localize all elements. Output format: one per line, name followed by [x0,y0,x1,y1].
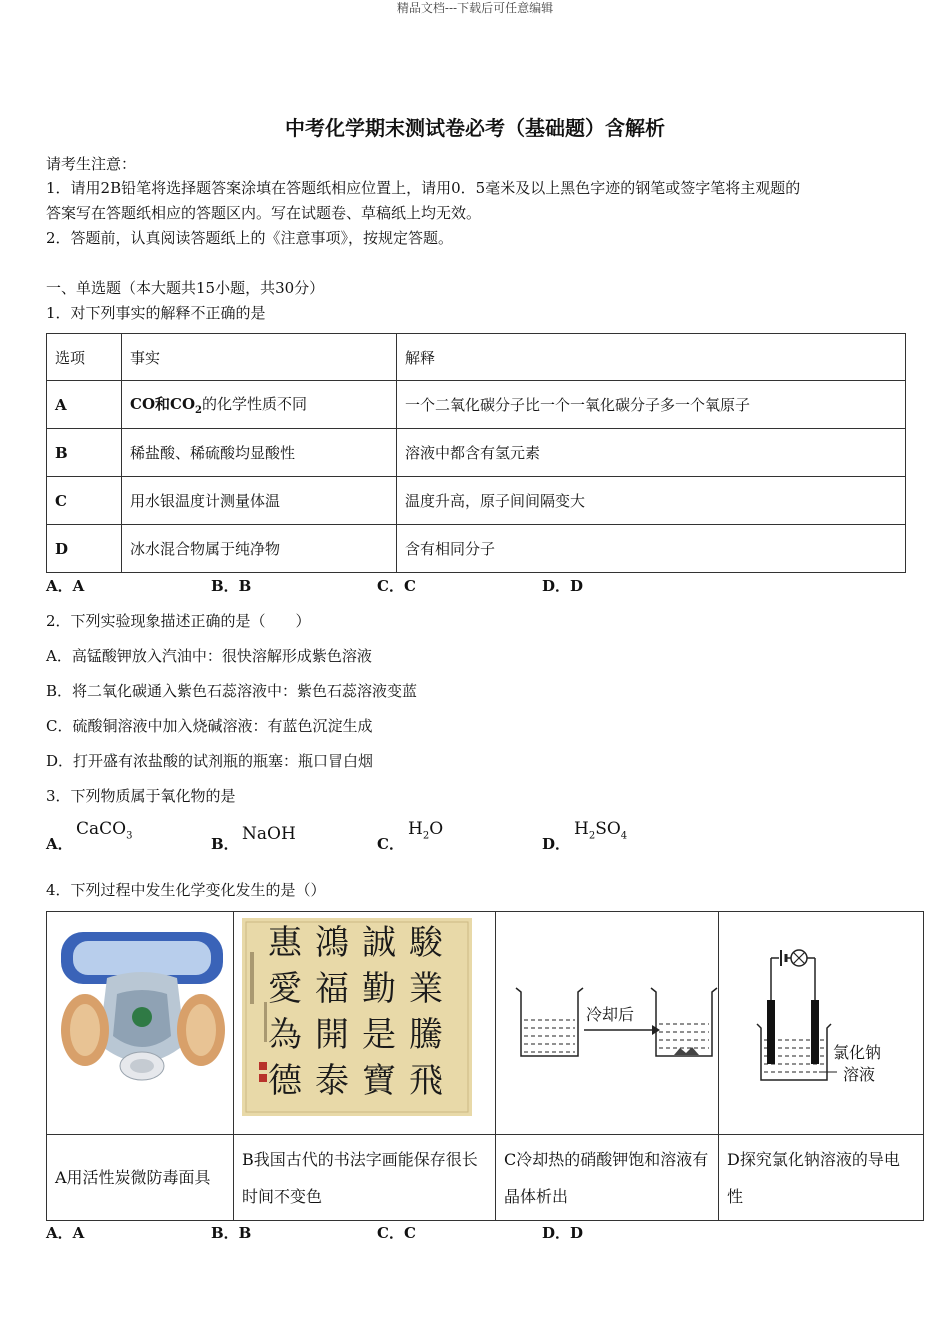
q4-stem: 4．下列过程中发生化学变化发生的是（） [46,881,326,899]
row-option: A [47,381,122,429]
q2-stem: 2．下列实验现象描述正确的是（ ） [46,612,311,630]
caption-a: A用活性炭微防毒面具 [47,1135,234,1221]
q3-option-b-letter[interactable]: B． [211,835,239,853]
calligraphy-character: 是 [362,1015,396,1055]
row-fact: 用水银温度计测量体温 [122,477,397,525]
calligraphy-character: 德 [268,1061,302,1101]
q4-answer-c[interactable]: C．C [377,1224,416,1242]
q4-answer-a[interactable]: A．A [46,1224,85,1242]
table-row [47,525,906,573]
q3-option-a-letter[interactable]: A． [46,835,73,853]
row-explanation: 溶液中都含有氢元素 [397,429,906,477]
calligraphy-character: 愛 [268,969,302,1009]
q3-option-b-formula: NaOH [242,824,296,844]
calligraphy-character: 業 [409,969,443,1009]
row-option: D [47,525,122,573]
header-explanation: 解释 [397,334,906,381]
row-explanation: 含有相同分子 [397,525,906,573]
row-fact: 冰水混合物属于纯净物 [122,525,397,573]
row-fact: CO和$CO_2$的化学性质不同 [122,381,397,429]
q1-answer-a[interactable]: A．A [46,577,85,595]
caption-d: D探究氯化钠溶液的导电性 [719,1135,924,1221]
beaker-arrow-label: 冷却后 [586,1005,635,1024]
q2-option-d[interactable]: D．打开盛有浓盐酸的试剂瓶的瓶塞：瓶口冒白烟 [46,752,374,770]
calligraphy-image [234,912,495,1130]
row-fact: 稀盐酸、稀硫酸均显酸性 [122,429,397,477]
row-explanation: 一个二氧化碳分子比一个一氧化碳分子多一个氧原子 [397,381,906,429]
table-row [47,381,906,429]
table-row [47,477,906,525]
q1-answer-b[interactable]: B．B [211,577,252,595]
q2-option-a[interactable]: A．高锰酸钾放入汽油中：很快溶解形成紫色溶液 [46,647,372,665]
calligraphy-character: 福 [315,969,349,1009]
beaker-image-cell [496,912,719,1135]
mask-image-cell [47,912,234,1135]
calligraphy-character: 駿 [409,923,443,963]
page-header: 精品文档---下载后可任意编辑 [396,1,554,15]
calligraphy-character: 誠 [362,923,396,963]
caption-row [47,1135,924,1221]
q2-option-c[interactable]: C．硫酸铜溶液中加入烧碱溶液：有蓝色沉淀生成 [46,717,373,735]
q1-answer-d[interactable]: D．D [542,577,584,595]
row-option: C [47,477,122,525]
q3-option-a-formula: CaCO$_3$ [76,819,133,842]
caption-b: B我国古代的书法字画能保存很长时间不变色 [234,1135,496,1221]
caption-c: C冷却热的硝酸钾饱和溶液有晶体析出 [496,1135,719,1221]
notice-line-1a: 1．请用2B铅笔将选择题答案涂填在答题纸相应位置上，请用0．5毫米及以上黑色字迹的钢笔或签字笔将主观题的 [46,179,801,197]
q4-table [46,911,924,1221]
q3-stem: 3．下列物质属于氧化物的是 [46,787,236,805]
q4-answer-b[interactable]: B．B [211,1224,252,1242]
row-explanation: 温度升高，原子间间隔变大 [397,477,906,525]
q1-answer-c[interactable]: C．C [377,577,416,595]
row-option: B [47,429,122,477]
calligraphy-character: 惠 [268,923,302,963]
q3-option-d-letter[interactable]: D． [542,835,571,853]
section-heading: 一、单选题（本大题共15小题，共30分） [46,279,325,297]
solution-label-2: 溶液 [843,1065,876,1084]
q2-option-b[interactable]: B．将二氧化碳通入紫色石蕊溶液中：紫色石蕊溶液变蓝 [46,682,418,700]
q1-stem: 1．对下列事实的解释不正确的是 [46,304,266,322]
q4-answer-d[interactable]: D．D [542,1224,584,1242]
header-fact: 事实 [122,334,397,381]
q3-option-c-formula: $H_2O$ [408,819,444,842]
solution-label-1: 氯化钠 [833,1043,882,1062]
calligraphy-character: 為 [268,1015,302,1055]
q1-table [46,333,906,573]
beaker-diagram [496,912,718,1130]
calligraphy-character: 泰 [315,1061,349,1101]
calligraphy-character: 開 [315,1015,349,1055]
q3-option-c-letter[interactable]: C． [377,835,404,853]
header-option: 选项 [47,334,122,381]
notice-line-1b: 答案写在答题纸相应的答题区内。写在试题卷、草稿纸上均无效。 [46,204,482,222]
conductivity-image-cell [719,912,924,1135]
table-header-row [47,334,906,381]
table-row [47,429,906,477]
notice-line-2: 2．答题前，认真阅读答题纸上的《注意事项》，按规定答题。 [46,229,454,247]
image-row [47,912,924,1135]
calligraphy-character: 寶 [362,1061,396,1101]
calligraphy-character: 飛 [409,1061,443,1101]
calligraphy-image-cell [234,912,496,1135]
calligraphy-character: 勤 [362,969,396,1009]
calligraphy-character: 鴻 [315,923,349,963]
notice-heading: 请考生注意： [46,155,137,173]
q3-option-d-formula: $H_2SO_4$ [574,819,628,842]
page-title: 中考化学期末测试卷必考（基础题）含解析 [285,116,665,140]
conductivity-diagram [719,912,891,1130]
gas-mask-image [47,912,233,1130]
calligraphy-character: 騰 [409,1015,443,1055]
